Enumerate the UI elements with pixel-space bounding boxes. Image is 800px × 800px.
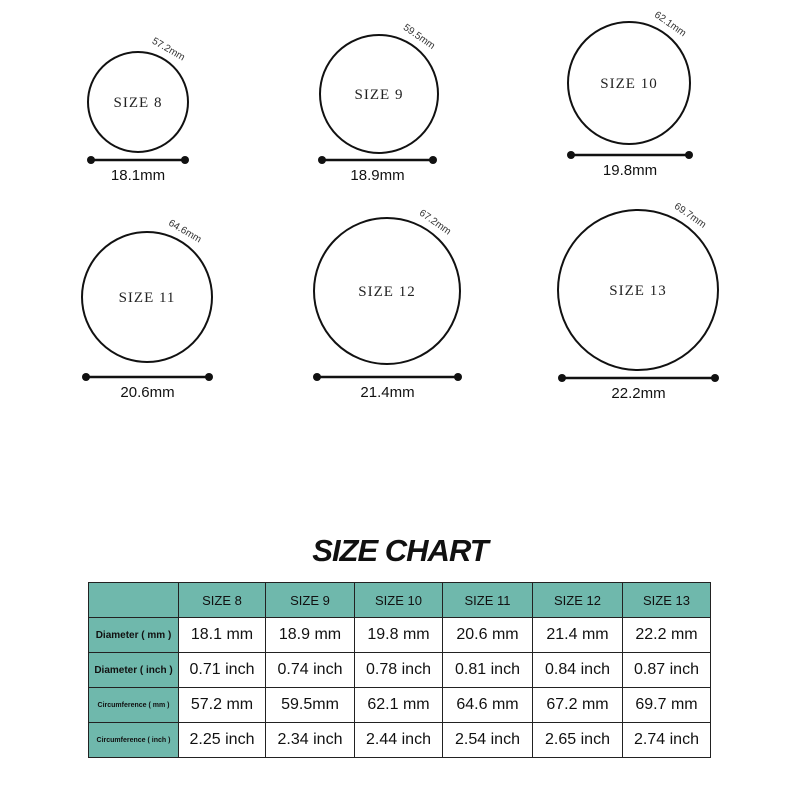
diameter-endpoint	[205, 373, 213, 381]
row-header: Diameter ( mm )	[89, 618, 179, 653]
diameter-endpoint	[429, 156, 437, 164]
column-header: SIZE 8	[179, 583, 266, 618]
table-cell: 2.44 inch	[355, 723, 443, 758]
table-cell: 2.25 inch	[179, 723, 266, 758]
table-cell: 2.34 inch	[266, 723, 355, 758]
table-row	[89, 653, 711, 688]
table-cell: 0.71 inch	[179, 653, 266, 688]
diameter-endpoint	[711, 374, 719, 382]
circumference-label: 62.1mm	[652, 9, 688, 40]
table-row	[89, 688, 711, 723]
diameter-endpoint	[181, 156, 189, 164]
table-cell: 69.7 mm	[623, 688, 711, 723]
diameter-label: 19.8mm	[602, 162, 658, 179]
ring-size-label: SIZE 10	[600, 76, 658, 92]
diameter-label: 18.1mm	[110, 167, 166, 184]
table-cell: 57.2 mm	[179, 688, 266, 723]
table-cell: 18.9 mm	[266, 618, 355, 653]
ring-2	[318, 22, 438, 184]
table-row	[89, 618, 711, 653]
column-header: SIZE 12	[533, 583, 623, 618]
table-cell: 0.87 inch	[623, 653, 711, 688]
column-header: SIZE 9	[266, 583, 355, 618]
table-cell: 2.74 inch	[623, 723, 711, 758]
circumference-label: 69.7mm	[671, 201, 708, 231]
diameter-label: 18.9mm	[350, 167, 405, 184]
table-cell: 67.2 mm	[533, 688, 623, 723]
ring-size-label: SIZE 8	[113, 95, 163, 111]
row-header: Circumference ( inch )	[89, 723, 179, 758]
corner-cell	[89, 583, 179, 618]
diameter-endpoint	[82, 373, 90, 381]
diameter-label: 22.2mm	[611, 385, 666, 402]
table-cell: 2.54 inch	[443, 723, 533, 758]
ring-size-label: SIZE 13	[609, 283, 667, 299]
table-row	[89, 723, 711, 758]
table-cell: 0.74 inch	[266, 653, 355, 688]
diameter-endpoint	[454, 373, 462, 381]
ring-6	[558, 201, 719, 402]
table-cell: 20.6 mm	[443, 618, 533, 653]
ring-size-label: SIZE 11	[118, 290, 176, 306]
table-cell: 18.1 mm	[179, 618, 266, 653]
row-header: Circumference ( mm )	[89, 688, 179, 723]
ring-5	[313, 208, 462, 401]
diameter-endpoint	[558, 374, 566, 382]
ring-3	[567, 10, 693, 179]
ring-1	[87, 36, 189, 184]
table-cell: 22.2 mm	[623, 618, 711, 653]
circumference-label: 64.6mm	[166, 217, 204, 246]
diameter-endpoint	[313, 373, 321, 381]
column-header: SIZE 10	[355, 583, 443, 618]
table-header-row	[89, 583, 711, 618]
table-cell: 0.84 inch	[533, 653, 623, 688]
ring-size-label: SIZE 9	[354, 87, 404, 103]
table-cell: 64.6 mm	[443, 688, 533, 723]
diameter-label: 21.4mm	[360, 384, 415, 401]
diameter-endpoint	[87, 156, 95, 164]
row-header: Diameter ( inch )	[89, 653, 179, 688]
size-chart-table	[88, 582, 711, 758]
table-cell: 2.65 inch	[533, 723, 623, 758]
column-header: SIZE 13	[623, 583, 711, 618]
ring-4	[82, 218, 213, 401]
diameter-endpoint	[685, 151, 693, 159]
size-chart-title: SIZE CHART	[312, 533, 488, 568]
circumference-label: 59.5mm	[400, 22, 437, 52]
circumference-label: 67.2mm	[416, 207, 453, 238]
column-header: SIZE 11	[443, 583, 533, 618]
table-cell: 0.78 inch	[355, 653, 443, 688]
table-cell: 0.81 inch	[443, 653, 533, 688]
table-cell: 21.4 mm	[533, 618, 623, 653]
circumference-label: 57.2mm	[149, 35, 187, 64]
table-cell: 59.5mm	[266, 688, 355, 723]
diameter-label: 20.6mm	[120, 384, 175, 401]
table-cell: 62.1 mm	[355, 688, 443, 723]
diameter-endpoint	[318, 156, 326, 164]
ring-size-label: SIZE 12	[358, 284, 416, 300]
table-cell: 19.8 mm	[355, 618, 443, 653]
diameter-endpoint	[567, 151, 575, 159]
